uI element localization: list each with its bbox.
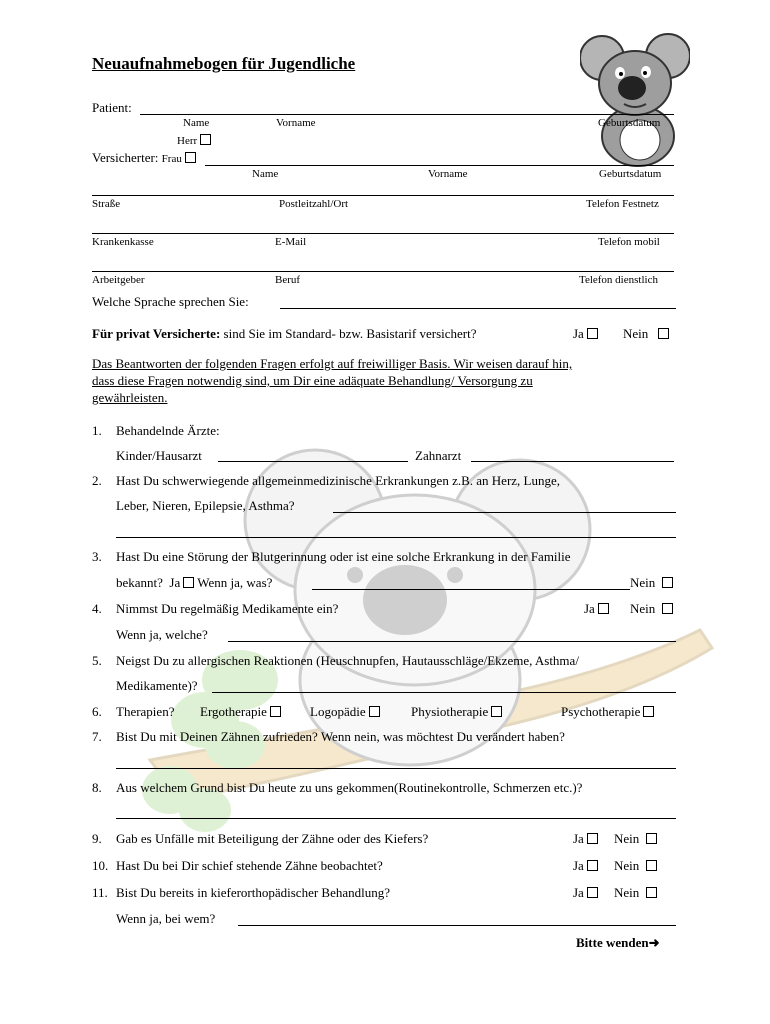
privat-question (92, 326, 477, 342)
koala-mascot-icon (580, 28, 690, 168)
q1-text: Behandelnde Ärzte: (116, 423, 220, 438)
q1-number: 1. (92, 423, 102, 438)
q4-ja-checkbox[interactable] (598, 603, 609, 614)
q8-number: 8. (92, 780, 102, 795)
q3-answer-line[interactable] (312, 589, 630, 590)
versicherter-line[interactable] (205, 165, 674, 166)
q11-wenn-label: Wenn ja, bei wem? (116, 911, 216, 926)
q4-number: 4. (92, 601, 102, 616)
q10-nein-label: Nein (614, 858, 640, 873)
versicherter-label (92, 150, 196, 166)
patient-line[interactable] (140, 114, 674, 115)
privat-ja-checkbox[interactable] (587, 328, 598, 339)
q6-psychotherapie[interactable] (561, 704, 654, 720)
patient-name-caption: Name (183, 117, 210, 129)
q3-bekannt-label: bekannt? (116, 575, 163, 590)
q4-answer-line[interactable] (228, 641, 676, 642)
q3-nein[interactable] (630, 575, 673, 591)
q6-psychotherapie-checkbox[interactable] (643, 706, 654, 717)
q3-ja-label: Ja (169, 575, 181, 590)
q9-nein-checkbox[interactable] (646, 833, 657, 844)
q11-number: 11. (92, 885, 108, 900)
patient-geburtsdatum-caption: Geburtsdatum (598, 117, 661, 129)
bitte-wenden-text: Bitte wenden (576, 935, 649, 950)
q6-ergotherapie[interactable] (200, 704, 281, 720)
herr-checkbox[interactable] (200, 134, 211, 145)
q4-nein-label: Nein (630, 601, 656, 616)
versicherter-label-text: Versicherter: (92, 150, 159, 165)
q3-line1: Hast Du eine Störung der Blutgerinnung oder ist eine solche Erkrankung in der Familie (116, 549, 571, 564)
q11-ja[interactable] (573, 885, 598, 901)
page-title: Neuaufnahmebogen für Jugendliche (92, 54, 356, 73)
patient-label: Patient: (92, 100, 132, 115)
privat-nein-label: Nein (623, 326, 649, 341)
q11-ja-label: Ja (573, 885, 584, 900)
privat-nein[interactable] (623, 326, 669, 342)
address-line-1[interactable] (92, 195, 674, 196)
arbeitgeber-caption: Arbeitgeber (92, 274, 145, 286)
q1-kinder-line[interactable] (218, 461, 408, 462)
herr-option[interactable] (177, 134, 211, 147)
q10-ja-checkbox[interactable] (587, 860, 598, 871)
q9-ja-checkbox[interactable] (587, 833, 598, 844)
q11-nein[interactable] (614, 885, 657, 901)
q4-ja-label: Ja (584, 601, 595, 616)
q4-nein-checkbox[interactable] (662, 603, 673, 614)
q6-logopaedie-label: Logopädie (310, 704, 366, 719)
q2-line1: Hast Du schwerwiegende allgemeinmedizinische Erkrankungen z.B. an Herz, Lunge, (116, 473, 561, 488)
intro-line-2: dass diese Fragen notwendig sind, um Dir eine adäquate Behandlung/ Versorgung zu (92, 373, 533, 388)
q1-kinder-label: Kinder/Hausarzt (116, 448, 202, 463)
q9-ja-label: Ja (573, 831, 584, 846)
telefon-mobil-caption: Telefon mobil (598, 236, 660, 248)
q9-text: Gab es Unfälle mit Beteiligung der Zähne oder des Kiefers? (116, 831, 429, 846)
q3-number: 3. (92, 549, 102, 564)
email-caption: E-Mail (275, 236, 307, 248)
q8-text: Aus welchem Grund bist Du heute zu uns gekommen(Routinekontrolle, Schmerzen etc.)? (116, 780, 583, 795)
q1-zahnarzt-label: Zahnarzt (415, 448, 462, 463)
q10-ja-label: Ja (573, 858, 584, 873)
privat-ja[interactable] (573, 326, 598, 342)
q5-line2: Medikamente)? (116, 678, 198, 693)
q5-line1: Neigst Du zu allergischen Reaktionen (Heuschnupfen, Hautausschläge/Ekzeme, Asthma/ (116, 653, 579, 668)
q6-psychotherapie-label: Psychotherapie (561, 704, 641, 719)
q5-answer-line[interactable] (212, 692, 676, 693)
sprache-line[interactable] (280, 308, 676, 309)
q6-physiotherapie[interactable] (411, 704, 502, 720)
q6-physiotherapie-label: Physiotherapie (411, 704, 489, 719)
versicherter-name-caption: Name (252, 168, 279, 180)
q11-ja-checkbox[interactable] (587, 887, 598, 898)
q1-zahnarzt-line[interactable] (471, 461, 674, 462)
q2-answer-line-1[interactable] (333, 512, 676, 513)
q4-text: Nimmst Du regelmäßig Medikamente ein? (116, 601, 339, 616)
address-line-3[interactable] (92, 271, 674, 272)
q6-number: 6. (92, 704, 102, 719)
strasse-caption: Straße (92, 198, 121, 210)
q2-answer-line-2[interactable] (116, 537, 676, 538)
q6-text: Therapien? (116, 704, 175, 719)
intro-line-1: Das Beantworten der folgenden Fragen erfolgt auf freiwilliger Basis. Wir weisen darauf hin, (92, 356, 573, 371)
q11-nein-label: Nein (614, 885, 640, 900)
q2-number: 2. (92, 473, 102, 488)
q9-nein[interactable] (614, 831, 657, 847)
q5-number: 5. (92, 653, 102, 668)
sprache-label: Welche Sprache sprechen Sie: (92, 294, 249, 309)
patient-vorname-caption: Vorname (276, 117, 316, 129)
q3-wenn-label: Wenn ja, was? (197, 575, 273, 590)
krankenkasse-caption: Krankenkasse (92, 236, 154, 248)
bitte-wenden (576, 935, 660, 951)
q6-physiotherapie-checkbox[interactable] (491, 706, 502, 717)
q4-ja[interactable] (584, 601, 609, 617)
q3-nein-checkbox[interactable] (662, 577, 673, 588)
q3-nein-label: Nein (630, 575, 656, 590)
q10-number: 10. (92, 858, 109, 873)
privat-ja-label: Ja (573, 326, 584, 341)
q3-ja-checkbox[interactable] (183, 577, 194, 588)
q9-number: 9. (92, 831, 102, 846)
q4-nein[interactable] (630, 601, 673, 617)
privat-bold: Für privat Versicherte: (92, 326, 221, 341)
telefon-dienstlich-caption: Telefon dienstlich (579, 274, 658, 286)
q2-line2: Leber, Nieren, Epilepsie, Asthma? (116, 498, 295, 513)
q6-ergotherapie-checkbox[interactable] (270, 706, 281, 717)
q10-nein-checkbox[interactable] (646, 860, 657, 871)
versicherter-vorname-caption: Vorname (428, 168, 468, 180)
intro-line-3: gewährleisten. (92, 390, 168, 405)
arrow-right-icon: ➜ (648, 935, 660, 950)
q7-number: 7. (92, 729, 102, 744)
address-line-2[interactable] (92, 233, 674, 234)
frau-label: Frau (161, 153, 182, 165)
q10-ja[interactable] (573, 858, 598, 874)
q10-text: Hast Du bei Dir schief stehende Zähne beobachtet? (116, 858, 383, 873)
q7-text: Bist Du mit Deinen Zähnen zufrieden? Wenn nein, was möchtest Du verändert haben? (116, 729, 565, 744)
q4-wenn-label: Wenn ja, welche? (116, 627, 208, 642)
q10-nein[interactable] (614, 858, 657, 874)
privat-nein-checkbox[interactable] (658, 328, 669, 339)
q7-answer-line[interactable] (116, 768, 676, 769)
privat-text: sind Sie im Standard- bzw. Basistarif versichert? (223, 326, 477, 341)
q11-answer-line[interactable] (238, 925, 676, 926)
q11-text: Bist Du bereits in kieferorthopädischer Behandlung? (116, 885, 391, 900)
q6-logopaedie[interactable] (310, 704, 380, 720)
plz-ort-caption: Postleitzahl/Ort (279, 198, 349, 210)
q6-ergotherapie-label: Ergotherapie (200, 704, 267, 719)
frau-checkbox[interactable] (185, 152, 196, 163)
beruf-caption: Beruf (275, 274, 301, 286)
q11-nein-checkbox[interactable] (646, 887, 657, 898)
herr-label: Herr (177, 135, 198, 147)
q8-answer-line[interactable] (116, 818, 676, 819)
q9-ja[interactable] (573, 831, 598, 847)
versicherter-geburtsdatum-caption: Geburtsdatum (599, 168, 662, 180)
q6-logopaedie-checkbox[interactable] (369, 706, 380, 717)
telefon-festnetz-caption: Telefon Festnetz (586, 198, 659, 210)
q3-bekannt (116, 575, 272, 591)
q9-nein-label: Nein (614, 831, 640, 846)
